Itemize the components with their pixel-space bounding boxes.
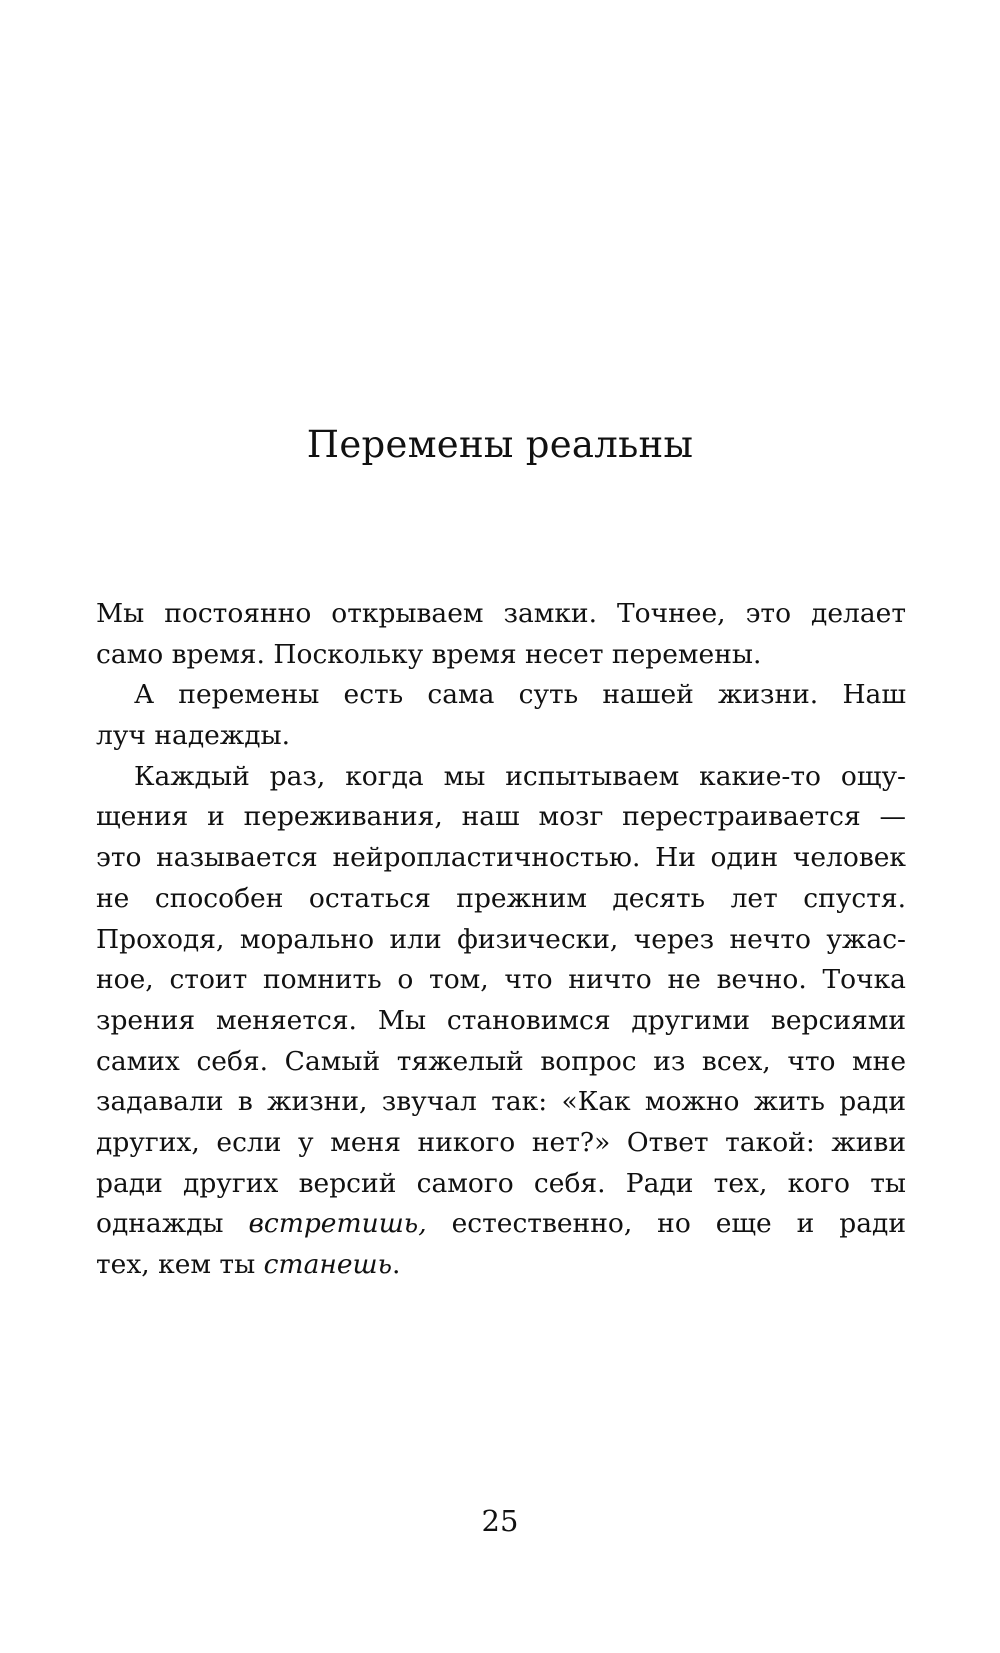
- text-line: ное, стоит помнить о том, что ничто не вечно. Точка: [96, 964, 906, 996]
- emphasis: встретишь,: [248, 1208, 427, 1240]
- text-line: Каждый раз, когда мы испытываем какие-то ощу-: [134, 760, 906, 792]
- text-line: Проходя, морально или физически, через нечто ужас-: [96, 923, 906, 955]
- text-line: ради других версий самого себя. Ради тех, кого ты: [96, 1167, 906, 1199]
- text-line: А перемены есть сама суть нашей жизни. Наш: [134, 679, 906, 711]
- text-line: это называется нейропластичностью. Ни один человек: [96, 842, 906, 874]
- text-line: [96, 1204, 906, 1245]
- chapter-title: Перемены реальны: [306, 423, 694, 466]
- emphasis: станешь: [263, 1249, 393, 1280]
- text-line: Мы постоянно открываем замки. Точнее, это делает: [96, 598, 906, 629]
- text-run: естественно, но еще и ради: [426, 1208, 906, 1240]
- page-number: 25: [481, 1504, 519, 1538]
- text-line: других, если у меня никого нет?» Ответ такой: живи: [96, 1126, 906, 1158]
- text-run: .: [392, 1249, 401, 1280]
- text-line: не способен остаться прежним десять лет спустя.: [96, 882, 906, 914]
- text-line: луч надежды.: [96, 720, 291, 752]
- text-line: зрения меняется. Мы становимся другими версиями: [96, 1004, 906, 1036]
- text-run: однажды: [96, 1208, 249, 1240]
- text-line: задавали в жизни, звучал так: «Как можно жить ради: [96, 1086, 906, 1118]
- text-line: щения и переживания, наш мозг перестраивается —: [96, 801, 906, 833]
- text-line: самих себя. Самый тяжелый вопрос из всех, что мне: [96, 1045, 906, 1077]
- text-run: тех, кем ты: [96, 1249, 264, 1280]
- text-line: [96, 1245, 906, 1286]
- text-line: само время. Поскольку время несет перемены.: [96, 638, 762, 670]
- body-text: [96, 594, 906, 1286]
